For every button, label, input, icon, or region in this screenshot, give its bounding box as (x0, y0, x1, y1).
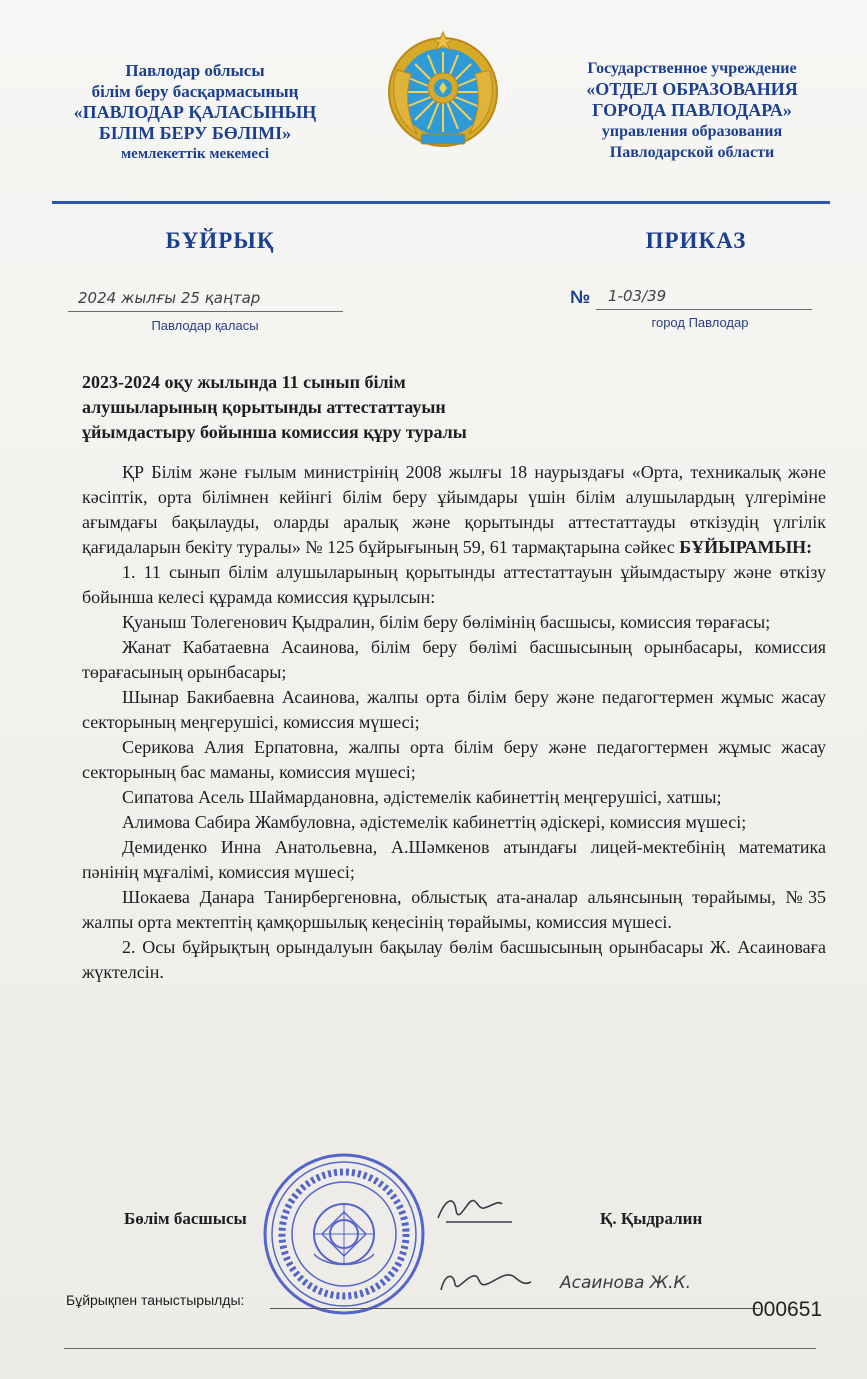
order-body (82, 460, 826, 985)
member-5: Сипатова Асель Шаймардановна, әдістемелік кабинеттің меңгерушісі, хатшы; (122, 787, 722, 807)
header-divider (52, 201, 830, 204)
acknowledgement-handwritten-name: Асаинова Ж.К. (560, 1273, 691, 1293)
acknowledgement-label: Бұйрықпен таныстырылды: (66, 1292, 245, 1308)
number-underline (596, 309, 812, 310)
preamble-text: ҚР Білім және ғылым министрінің 2008 жылғы 18 наурыздағы «Орта, техникалық және кәсіптік, орта білімнен кейінгі білім беру ұйымдары үшін білім алушылардың үлгеріміне ағымдағы бақылауды, оларды аралық және қорытынды аттестаттауды өткізудің үлгілік қағидаларын бекіту туралы» № 125 бұйрығының 59, 61 тармақтарына сәйкес (82, 462, 826, 557)
member-3: Шынар Бакибаевна Асаинова, жалпы орта білім беру және педагогтермен жұмыс жасау секторының меңгерушісі, комиссия мүшесі; (82, 687, 826, 732)
official-stamp-icon (262, 1152, 426, 1316)
state-emblem-icon (383, 30, 503, 150)
title-line3: ұйымдастыру бойынша комиссия құру туралы (82, 422, 467, 442)
member-2: Жанат Кабатаевна Асаинова, білім беру бөлімі басшысының орынбасары, комиссия төрағасының орынбасары; (82, 637, 826, 682)
member-4: Серикова Алия Ерпатовна, жалпы орта білім беру және педагогтермен жұмыс жасау секторының бас маманы, комиссия мүшесі; (82, 737, 826, 782)
header-right-line2: «ОТДЕЛ ОБРАЗОВАНИЯ (586, 79, 798, 99)
bottom-rule (64, 1348, 816, 1349)
header-left-line1: Павлодар облысы (125, 61, 265, 80)
header-left-line2: білім беру басқармасының (91, 82, 299, 101)
item-2: 2. Осы бұйрықтың орындалуын бақылау бөлім басшысының орынбасары Ж. Асаиноваға жүктелсін. (82, 937, 826, 982)
preamble-paragraph (82, 460, 826, 560)
director-signature-icon (432, 1188, 514, 1236)
city-russian: город Павлодар (651, 315, 749, 330)
signatory-name: Қ. Қыдралин (600, 1209, 703, 1228)
header-kazakh (60, 60, 330, 165)
acknowledgement-underline (270, 1308, 760, 1309)
header-right-line3: ГОРОДА ПАВЛОДАРА» (592, 100, 792, 120)
serial-number: 000651 (752, 1298, 823, 1321)
handwritten-date: 2024 жылғы 25 қаңтар (78, 289, 261, 307)
header-right-line4: управления образования (601, 123, 783, 140)
item-1: 1. 11 сынып білім алушыларының қорытынды аттестаттауын ұйымдастыру және өткізу бойынша келесі құрамда комиссия құрылсын: (82, 562, 826, 607)
signatory-position: Бөлім басшысы (124, 1209, 247, 1228)
header-left-line3: «ПАВЛОДАР ҚАЛАСЫНЫҢ (73, 102, 317, 122)
number-label: № (570, 287, 591, 307)
member-8: Шокаева Данара Танирбергеновна, облыстық ата-аналар альянсының төрайымы, №35 жалпы орта мектептің қамқоршылық кеңесінің төрайымы, комиссия мүшесі. (82, 887, 826, 932)
handwritten-number: 1-03/39 (608, 287, 667, 305)
member-1: Қуаныш Толегенович Қыдралин, білім беру бөлімінің басшысы, комиссия төрағасы; (122, 612, 771, 632)
order-title (82, 370, 552, 445)
header-russian (548, 58, 836, 163)
member-7: Демиденко Инна Анатольевна, А.Шәмкенов атындағы лицей-мектебінің математика пәнінің мұғалімі, комиссия мүшесі; (82, 837, 826, 882)
order-word: БҰЙЫРАМЫН: (679, 537, 813, 557)
title-line2: алушыларының қорытынды аттестаттауын (82, 397, 446, 417)
city-kazakh: Павлодар қаласы (151, 318, 259, 333)
acknowledgement-signature-icon (435, 1260, 535, 1302)
title-line1: 2023-2024 оқу жылында 11 сынып білім (82, 372, 406, 392)
date-underline (68, 311, 343, 312)
member-6: Алимова Сабира Жамбуловна, әдістемелік кабинеттің әдіскері, комиссия мүшесі; (122, 812, 747, 832)
header-left-line4: БІЛІМ БЕРУ БӨЛІМІ» (98, 123, 292, 143)
header-left-line5: мемлекеттік мекемесі (120, 146, 270, 162)
header-right-line1: Государственное учреждение (587, 60, 797, 77)
doc-type-russian: ПРИКАЗ (645, 228, 747, 253)
doc-type-kazakh: БҰЙРЫҚ (165, 228, 275, 253)
header-right-line5: Павлодарской области (609, 144, 775, 161)
